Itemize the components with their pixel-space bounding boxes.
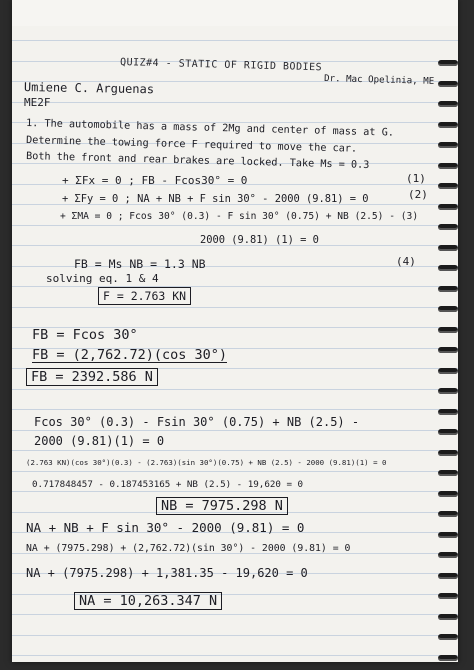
spiral-coil [438,427,458,437]
spiral-coil [438,325,458,335]
ruled-line [12,614,458,615]
spiral-coil [438,386,458,396]
result-fb: FB = 2392.586 N [26,368,158,386]
fb-line-2: FB = (2,762.72)(cos 30°) [32,347,228,363]
na-line-1: NA + NB + F sin 30° - 2000 (9.81) = 0 [26,520,305,535]
spiral-coil [438,140,458,150]
ruled-line [12,225,458,226]
problem-line-2: Determine the towing force F required to move the car. [25,135,358,155]
problem-line-1: 1. The automobile has a mass of 2Mg and center of mass at G. [25,118,395,139]
notebook-page [12,0,458,662]
ruled-line [12,102,458,103]
result-towing-force: F = 2.763 KN [98,287,191,305]
quiz-title: QUIZ#4 - STATIC OF RIGID BODIES [119,57,323,74]
equation-sum-ma-continued: 2000 (9.81) (1) = 0 [200,234,319,246]
spiral-coil [438,550,458,560]
spiral-coil [438,509,458,519]
spiral-coil [438,653,458,662]
equation-sum-fx: + ΣFx = 0 ; FB - Fcos30° = 0 [62,174,248,187]
na-line-3: NA + (7975.298) + 1,381.35 - 19,620 = 0 [26,566,308,580]
spiral-coil [438,161,458,171]
spiral-coil [438,304,458,314]
nb-line-4: 0.717848457 - 0.187453165 + NB (2.5) - 19,620 = 0 [32,479,304,490]
solving-note: solving eq. 1 & 4 [46,272,159,285]
nb-line-3: (2.763 KN)(cos 30°)(0.3) - (2.763)(sin 30°)(0.75) + NB (2.5) - 2000 (9.81)(1) = 0 [26,458,387,467]
ruled-line [12,450,458,451]
equation-number-1: (1) [406,172,426,185]
spiral-coil [438,448,458,458]
ruled-line [12,307,458,308]
spiral-coil [438,530,458,540]
spiral-coil [438,79,458,89]
spiral-coil [438,489,458,499]
ruled-line [12,40,458,41]
ruled-line [12,635,458,636]
ruled-line [12,471,458,472]
spiral-coil [438,243,458,253]
ruled-line [12,655,458,656]
spiral-coil [438,120,458,130]
fb-line-1: FB = Fcos 30° [32,327,138,343]
spiral-coil [438,181,458,191]
nb-line-1: Fcos 30° (0.3) - Fsin 30° (0.75) + NB (2.5) - [34,415,360,429]
equation-sum-fy: + ΣFy = 0 ; NA + NB + F sin 30° - 2000 (9.81) = 0 [62,193,369,205]
spiral-coil [438,612,458,622]
spiral-coil [438,366,458,376]
spiral-coil [438,58,458,68]
equation-sum-ma: + ΣMA = 0 ; Fcos 30° (0.3) - F sin 30° (0.75) + NB (2.5) - (3) [60,211,419,222]
problem-line-3: Both the front and rear brakes are locked. Take Ms = 0.3 [25,151,370,171]
ruled-line [12,430,458,431]
spiral-coil [438,284,458,294]
result-na: NA = 10,263.347 N [74,592,222,610]
spiral-coil [438,263,458,273]
spiral-coil [438,99,458,109]
student-program: ME2F [24,96,51,109]
spiral-coil [438,222,458,232]
spiral-coil [438,632,458,642]
result-nb: NB = 7975.298 N [156,497,288,515]
equation-friction: FB = Ms NB = 1.3 NB [74,257,206,271]
spiral-coil [438,591,458,601]
na-line-2: NA + (7975.298) + (2,762.72)(sin 30°) - 2000 (9.81) = 0 [26,543,351,554]
nb-line-2: 2000 (9.81)(1) = 0 [34,434,165,448]
equation-number-2: (2) [408,188,428,201]
ruled-line [12,409,458,410]
student-name: Umiene C. Arguenas [23,80,155,97]
equation-number-4: (4) [396,255,416,268]
spiral-coil [438,407,458,417]
spiral-coil [438,571,458,581]
ruled-line [12,286,458,287]
page-top-margin [12,0,458,26]
ruled-line [12,389,458,390]
spiral-coil [438,345,458,355]
instructor-name: Dr. Mac Opelinia, ME [323,73,435,87]
spiral-coil [438,468,458,478]
spiral-coil [438,202,458,212]
